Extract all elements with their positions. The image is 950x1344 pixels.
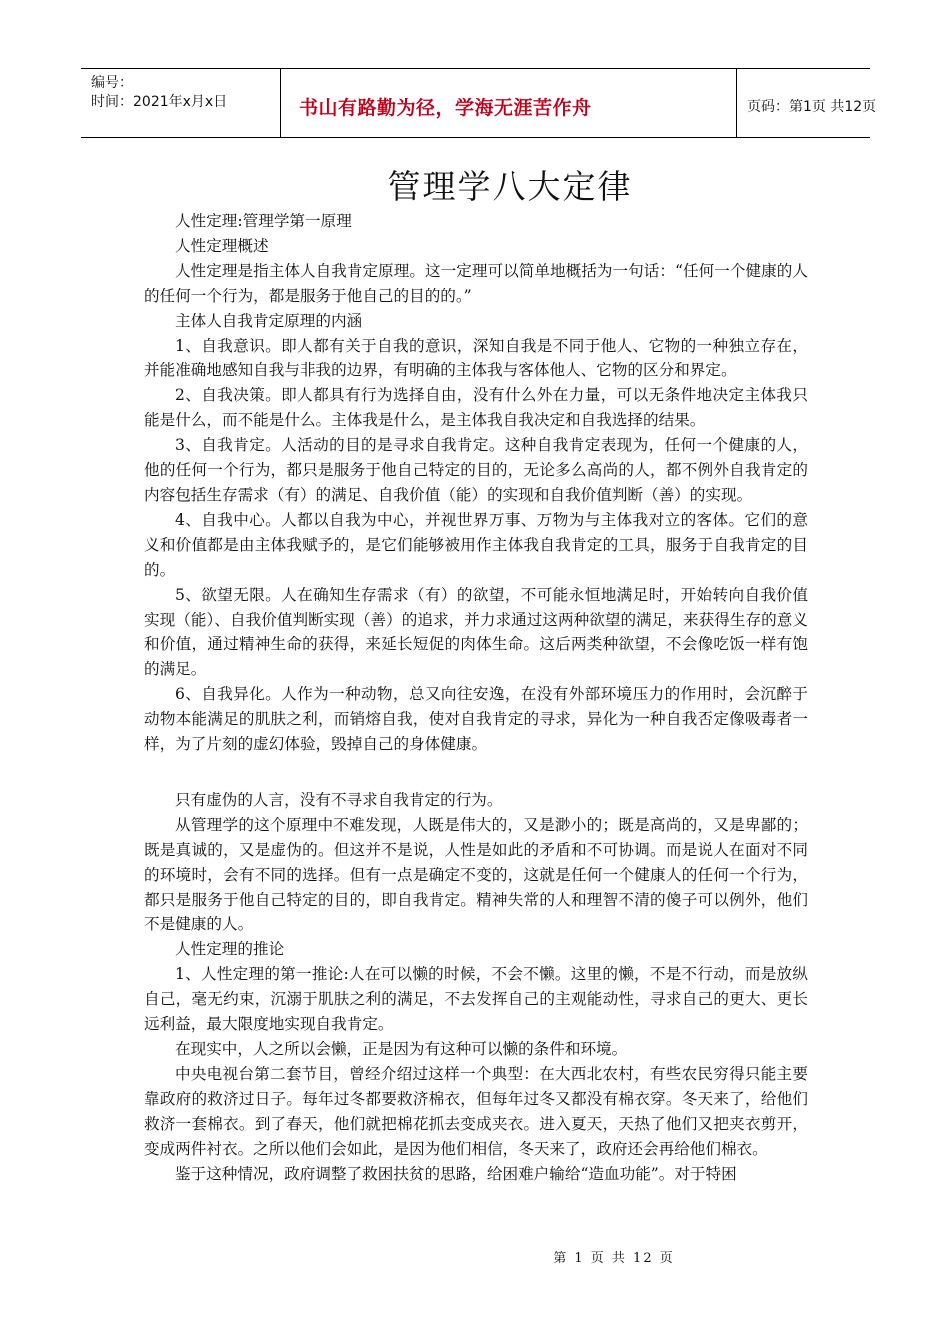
header-page-cell: [737, 69, 877, 137]
document-body: [144, 209, 808, 1186]
paragraph: 人性定理概述: [175, 236, 269, 255]
paragraph: 1、人性定理的第一推论:人在可以懒的时候，不会不懒。这里的懒，不是不行动，而是放纵自己，毫无约束，沉溺于肌肤之利的满足，不去发挥自己的主观能动性，寻求自己的更大、更长远利益，最大限度地实现自我肯定。: [144, 965, 808, 1034]
page-footer: 第 1 页 共 12 页: [553, 1251, 675, 1266]
number-label: 编号：: [91, 75, 133, 91]
document-title: 管理学八大定律: [387, 167, 633, 206]
paragraph: 1、自我意识。即人都有关于自我的意识，深知自我是不同于他人、它物的一种独立存在，并能准确地感知自我与非我的边界，有明确的主体我与客体他人、它物的区分和界定。: [144, 336, 808, 380]
header-table: [81, 68, 877, 138]
paragraph: 3、自我肯定。人活动的目的是寻求自我肯定。这种自我肯定表现为，任何一个健康的人，他的任何一个行为，都只是服务于他自己特定的目的，无论多么高尚的人，都不例外自我肯定的内容包括生存需求（有）的满足、自我价值（能）的实现和自我价值判断（善）的实现。: [144, 436, 808, 504]
paragraph: 5、欲望无限。人在确知生存需求（有）的欲望，不可能永恒地满足时，开始转向自我价值实现（能）、自我价值判断实现（善）的追求，并力求通过这两种欲望的满足，来获得生存的意义和价值，通过精神生命的获得，来延长短促的肉体生命。这后两类种欲望，不会像吃饭一样有饱的满足。: [144, 585, 808, 679]
paragraph: 从管理学的这个原理中不难发现，人既是伟大的，又是渺小的；既是高尚的，又是卑鄙的；既是真诚的，又是虚伪的。但这并不是说，人性是如此的矛盾和不可协调。而是说人在面对不同的环境时，会有不同的选择。但有一点是确定不变的，这就是任何一个健康人的任何一个行为，都只是服务于他自己特定的目的，即自我肯定。精神失常的人和理智不清的傻子可以例外，他们不是健康的人。: [144, 815, 808, 934]
paragraph: 只有虚伪的人言，没有不寻求自我肯定的行为。: [175, 790, 503, 809]
paragraph: 人性定理的推论: [175, 940, 285, 959]
paragraph: 人性定理是指主体人自我肯定原理。这一定理可以简单地概括为一句话：“任何一个健康的人的任何一个行为，都是服务于他自己的目的的。”: [144, 261, 808, 305]
header-motto-cell: [281, 69, 737, 137]
paragraph: 中央电视台第二套节目，曾经介绍过这样一个典型：在大西北农村，有些农民穷得只能主要靠政府的救济过日子。每年过冬都要救济棉衣，但每年过冬又都没有棉衣穿。冬天来了，给他们救济一套棉衣。到了春天，他们就把棉花抓去变成夹衣。进入夏天，天热了他们又把夹衣剪开，变成两件衬衣。之所以他们会如此，是因为他们相信，冬天来了，政府还会再给他们棉衣。: [144, 1064, 808, 1158]
paragraph: 4、自我中心。人都以自我为中心，并视世界万事、万物为与主体我对立的客体。它们的意义和价值都是由主体我赋予的，是它们能够被用作主体我自我肯定的工具，服务于自我肯定的目的。: [144, 510, 808, 579]
date-label: 时间：2021年x月x日: [91, 94, 228, 110]
page-info: 页码：第1页 共12页: [747, 99, 877, 115]
paragraph: 2、自我决策。即人都具有行为选择自由，没有什么外在力量，可以无条件地决定主体我只能是什么，而不能是什么。主体我是什么，是主体我自我决定和自我选择的结果。: [144, 386, 808, 430]
paragraph: 鉴于这种情况，政府调整了救困扶贫的思路，给困难户输给“造血功能”。对于特困: [175, 1164, 737, 1183]
header-meta-cell: [81, 69, 281, 137]
paragraph: 在现实中，人之所以会懒，正是因为有这种可以懒的条件和环境。: [175, 1040, 628, 1058]
paragraph: 主体人自我肯定原理的内涵: [175, 311, 363, 330]
motto: 书山有路勤为径，学海无涯苦作舟: [299, 97, 592, 119]
paragraph: 6、自我异化。人作为一种动物，总又向往安逸，在没有外部环境压力的作用时，会沉醉于动物本能满足的肌肤之利，而销熔自我，使对自我肯定的寻求，异化为一种自我否定像吸毒者一样，为了片刻的虚幻体验，毁掉自己的身体健康。: [144, 685, 808, 754]
paragraph: 人性定理:管理学第一原理: [175, 212, 352, 230]
